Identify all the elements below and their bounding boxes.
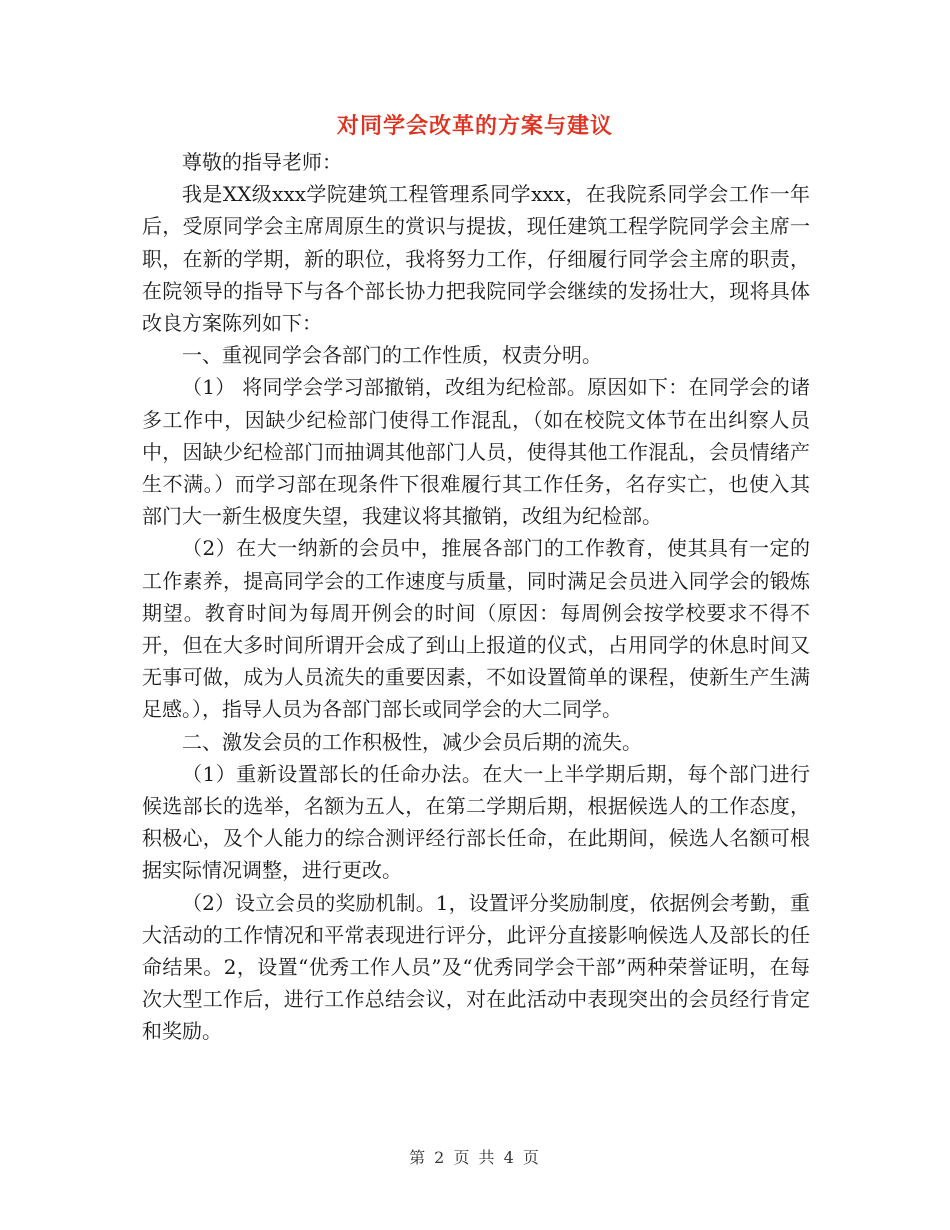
- section-heading-2: 二、激发会员的工作积极性，减少会员后期的流失。: [182, 729, 642, 754]
- paragraph-2-2: （2）设立会员的奖励机制。1，设置评分奖励制度，依据例会考勤，重大活动的工作情况和平常表现进行评分，此评分直接影响候选人及部长的任命结果。2，设置“优秀工作人员”及“优秀同学会干部”两种荣誉证明，在每次大型工作后，进行工作总结会议，对在此活动中表现突出的会员经行肯定和奖励。: [142, 890, 810, 1044]
- page-number-footer: 第 2 页 共 4 页: [409, 1148, 541, 1167]
- document-body: [142, 146, 810, 1048]
- salutation: 尊敬的指导老师：: [182, 150, 342, 174]
- document-title: 对同学会改革的方案与建议: [336, 113, 613, 139]
- paragraph-1-2: （2）在大一纳新的会员中，推展各部门的工作教育，使其具有一定的工作素养，提高同学会的工作速度与质量，同时满足会员进入同学会的锻炼期望。教育时间为每周开例会的时间（原因：每周例会按学校要求不得不开，但在大多时间所谓开会成了到山上报道的仪式，占用同学的休息时间又无事可做，成为人员流失的重要因素，不如设置简单的课程，使新生产生满足感。），指导人员为各部门部长或同学会的大二同学。: [142, 536, 810, 722]
- section-heading-1: 一、重视同学会各部门的工作性质，权责分明。: [182, 343, 602, 368]
- paragraph-intro: 我是XX级xxx学院建筑工程管理系同学xxx，在我院系同学会工作一年后，受原同学会主席周原生的赏识与提拔，现任建筑工程学院同学会主席一职，在新的学期，新的职位，我将努力工作，仔细履行同学会主席的职责，在院领导的指导下与各个部长协力把我院同学会继续的发扬壮大，现将具体改良方案陈列如下：: [142, 182, 810, 336]
- paragraph-2-1: （1）重新设置部长的任命办法。在大一上半学期后期，每个部门进行候选部长的选举，名额为五人，在第二学期后期，根据候选人的工作态度，积极心，及个人能力的综合测评经行部长任命，在此期间，候选人名额可根据实际情况调整，进行更改。: [142, 761, 810, 883]
- paragraph-1-1: （1） 将同学会学习部撤销，改组为纪检部。原因如下：在同学会的诸多工作中，因缺少纪检部门使得工作混乱，（如在校院文体节在出纠察人员中，因缺少纪检部门而抽调其他部门人员，使得其他工作混乱，会员情绪产生不满。）而学习部在现条件下很难履行其工作任务，名存实亡，也使入其部门大一新生极度失望，我建议将其撤销，改组为纪检部。: [142, 375, 810, 529]
